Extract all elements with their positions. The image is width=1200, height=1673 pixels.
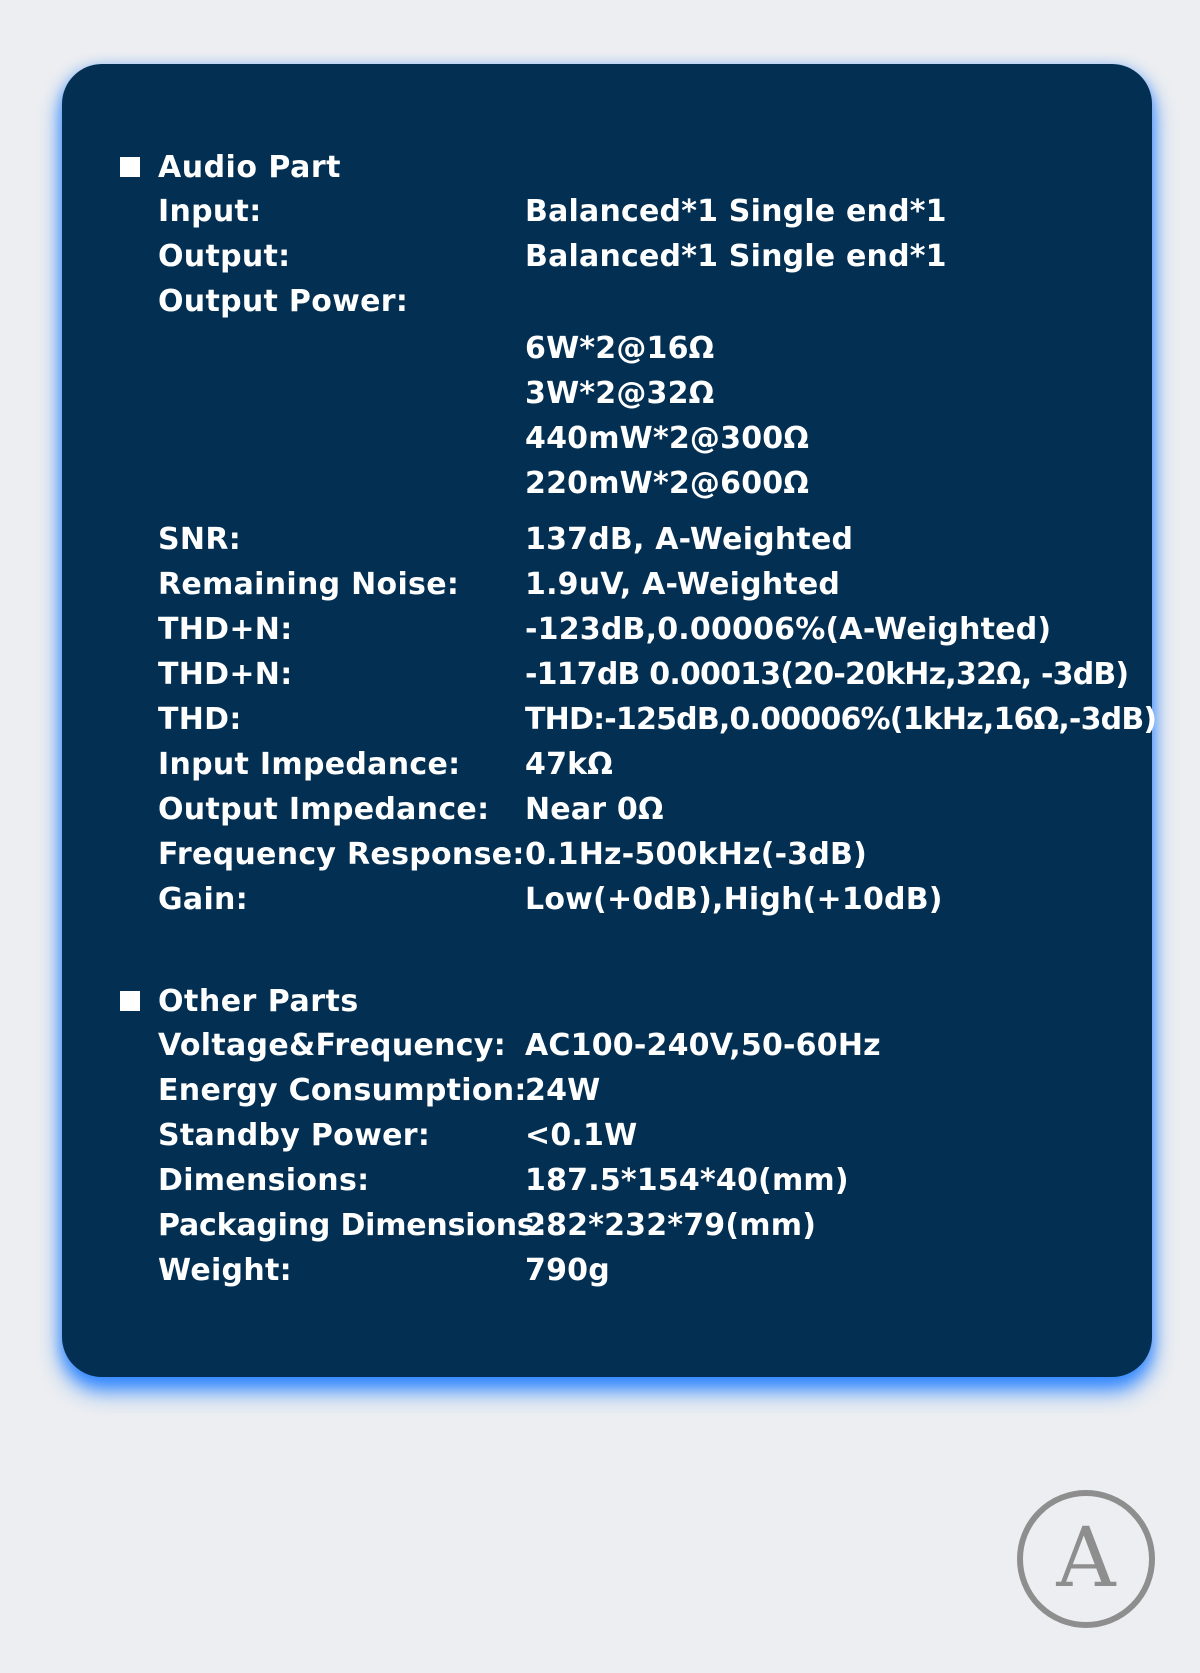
- spec-value: 24W: [525, 1073, 601, 1108]
- spec-row-output-power: [62, 282, 1152, 322]
- other-parts-header: [120, 981, 359, 1021]
- spec-row-voltage-frequency: [62, 1026, 1152, 1066]
- audio-part-header: [120, 147, 341, 187]
- square-bullet-icon: [120, 991, 140, 1011]
- spec-row-snr: [62, 520, 1152, 560]
- spec-label: Energy Consumption:: [158, 1073, 527, 1108]
- spec-row-input: [62, 192, 1152, 232]
- section-title: Other Parts: [158, 983, 359, 1019]
- spec-row-input-impedance: [62, 745, 1152, 785]
- logo-letter: A: [1056, 1511, 1116, 1606]
- spec-value: 47kΩ: [525, 747, 614, 782]
- spec-row-energy-consumption: [62, 1071, 1152, 1111]
- spec-row-dimensions: [62, 1161, 1152, 1201]
- spec-row-standby-power: [62, 1116, 1152, 1156]
- spec-label: THD+N:: [158, 657, 293, 692]
- spec-label: Weight:: [158, 1253, 292, 1288]
- spec-row-output-impedance: [62, 790, 1152, 830]
- spec-value: 137dB, A-Weighted: [525, 522, 854, 557]
- spec-value: 1.9uV, A-Weighted: [525, 567, 841, 602]
- spec-label: Frequency Response:: [158, 837, 525, 872]
- spec-value: 440mW*2@300Ω: [525, 421, 810, 456]
- brand-logo-icon: [1015, 1488, 1157, 1630]
- spec-row-gain: [62, 880, 1152, 920]
- section-title: Audio Part: [158, 149, 341, 185]
- output-power-value-600ohm: [62, 464, 1152, 504]
- spec-label: Remaining Noise:: [158, 567, 460, 602]
- spec-label: THD+N:: [158, 612, 293, 647]
- spec-label: Dimensions:: [158, 1163, 370, 1198]
- spec-row-thd: [62, 700, 1157, 740]
- spec-value: 3W*2@32Ω: [525, 376, 715, 411]
- spec-label: Standby Power:: [158, 1118, 431, 1153]
- spec-value: AC100-240V,50-60Hz: [525, 1028, 881, 1063]
- spec-value: 282*232*79(mm): [525, 1208, 817, 1243]
- spec-row-thd-n-band: [62, 655, 1152, 695]
- spec-row-remaining-noise: [62, 565, 1152, 605]
- spec-row-packaging-dimensions: [62, 1206, 1152, 1246]
- spec-row-frequency-response: [62, 835, 1152, 875]
- spec-label: Output Power:: [158, 284, 409, 319]
- spec-card: [62, 64, 1157, 1377]
- spec-label: Gain:: [158, 882, 249, 917]
- spec-row-thd-n-a-weighted: [62, 610, 1152, 650]
- spec-value: -117dB 0.00013(20-20kHz,32Ω, -3dB): [525, 657, 1129, 692]
- spec-value: 790g: [525, 1253, 610, 1288]
- spec-label: Output:: [158, 239, 291, 274]
- spec-value: -123dB,0.00006%(A-Weighted): [525, 612, 1052, 647]
- spec-label: Output Impedance:: [158, 792, 490, 827]
- spec-value: 6W*2@16Ω: [525, 331, 715, 366]
- spec-row-weight: [62, 1251, 1152, 1291]
- square-bullet-icon: [120, 157, 140, 177]
- spec-value: 0.1Hz-500kHz(-3dB): [525, 837, 867, 872]
- spec-value: Balanced*1 Single end*1: [525, 194, 947, 229]
- spec-label: SNR:: [158, 522, 242, 557]
- spec-value: 220mW*2@600Ω: [525, 466, 810, 501]
- spec-value: Low(+0dB),High(+10dB): [525, 882, 943, 917]
- spec-value: Balanced*1 Single end*1: [525, 239, 947, 274]
- spec-value: <0.1W: [525, 1118, 638, 1153]
- spec-value: 187.5*154*40(mm): [525, 1163, 849, 1198]
- spec-label: THD:: [158, 702, 242, 737]
- output-power-value-16ohm: [62, 329, 1152, 369]
- spec-row-output: [62, 237, 1152, 277]
- spec-label: Packaging Dimensions:: [158, 1208, 547, 1243]
- spec-label: Input Impedance:: [158, 747, 461, 782]
- output-power-value-300ohm: [62, 419, 1152, 459]
- spec-label: Voltage&Frequency:: [158, 1028, 507, 1063]
- spec-value: THD:-125dB,0.00006%(1kHz,16Ω,-3dB): [525, 702, 1157, 737]
- spec-value: Near 0Ω: [525, 792, 664, 827]
- output-power-value-32ohm: [62, 374, 1152, 414]
- spec-label: Input:: [158, 194, 262, 229]
